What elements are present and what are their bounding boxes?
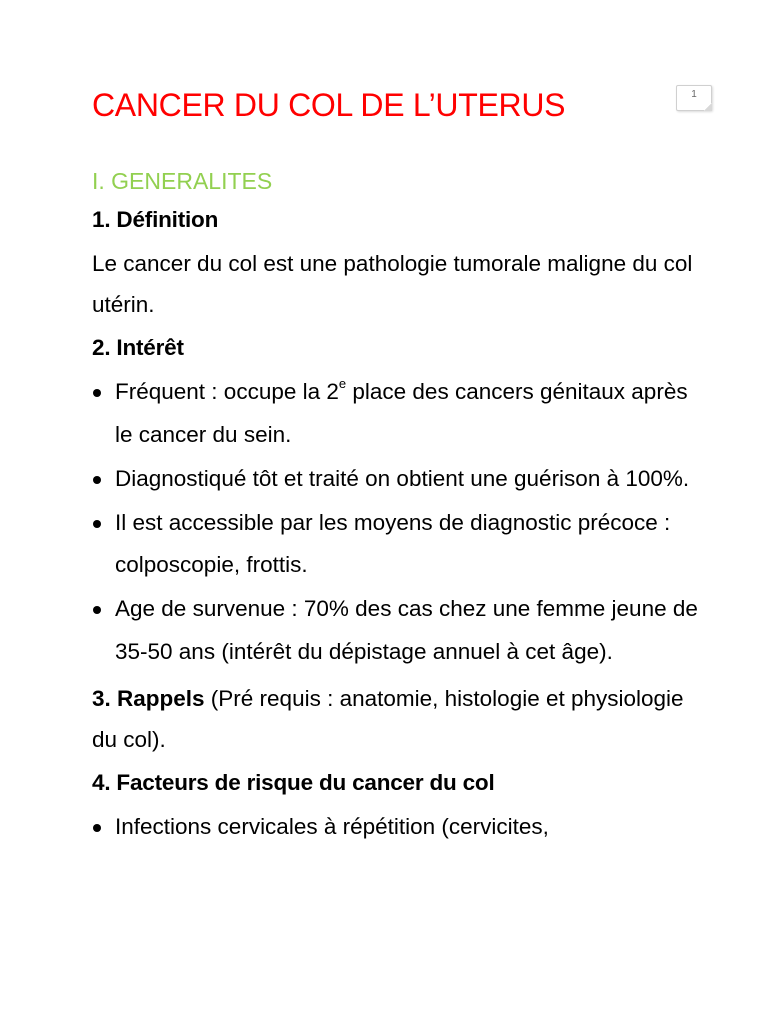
definition-text: Le cancer du col est une pathologie tumorale maligne du col utérin. xyxy=(92,251,693,317)
page-number: 1 xyxy=(691,89,697,100)
bullet-icon xyxy=(93,824,101,832)
list-item-text: Diagnostiqué tôt et traité on obtient une guérison à 100%. xyxy=(115,465,690,491)
interet-list xyxy=(92,371,702,673)
heading-facteurs-de-risque: 4. Facteurs de risque du cancer du col xyxy=(92,770,495,795)
bullet-icon xyxy=(93,476,101,484)
list-item-text: Age de survenue : 70% des cas chez une femme jeune de 35-50 ans (intérêt du dépistage annuel à cet âge). xyxy=(115,596,698,664)
heading-interet: 2. Intérêt xyxy=(92,335,184,360)
section-heading-generalites: I. GENERALITES xyxy=(92,168,273,194)
bullet-icon xyxy=(93,520,101,528)
document-content xyxy=(92,82,702,850)
facteurs-list xyxy=(92,806,702,849)
list-item xyxy=(92,806,702,849)
list-item xyxy=(92,371,702,456)
list-item xyxy=(92,588,702,673)
list-item-text: Infections cervicales à répétition (cervicites, xyxy=(115,814,549,839)
list-item-text-end: place des cancers génitaux après le cancer du sein. xyxy=(115,379,688,447)
rappels-paragraph xyxy=(92,678,702,760)
list-item xyxy=(92,502,702,587)
bullet-icon xyxy=(93,606,101,614)
list-item-text-start: Fréquent : occupe la 2 xyxy=(115,379,339,404)
document-title: CANCER DU COL DE L’UTERUS xyxy=(92,87,566,123)
list-item xyxy=(92,458,702,501)
rappels-text: (Pré requis : anatomie, histologie et physiologie du col). xyxy=(92,686,684,752)
superscript: e xyxy=(338,376,347,391)
list-item-text: Il est accessible par les moyens de diagnostic précoce : colposcopie, frottis. xyxy=(115,509,671,577)
heading-rappels: 3. Rappels xyxy=(92,686,205,711)
bullet-icon xyxy=(93,389,101,397)
heading-definition: 1. Définition xyxy=(92,207,219,232)
